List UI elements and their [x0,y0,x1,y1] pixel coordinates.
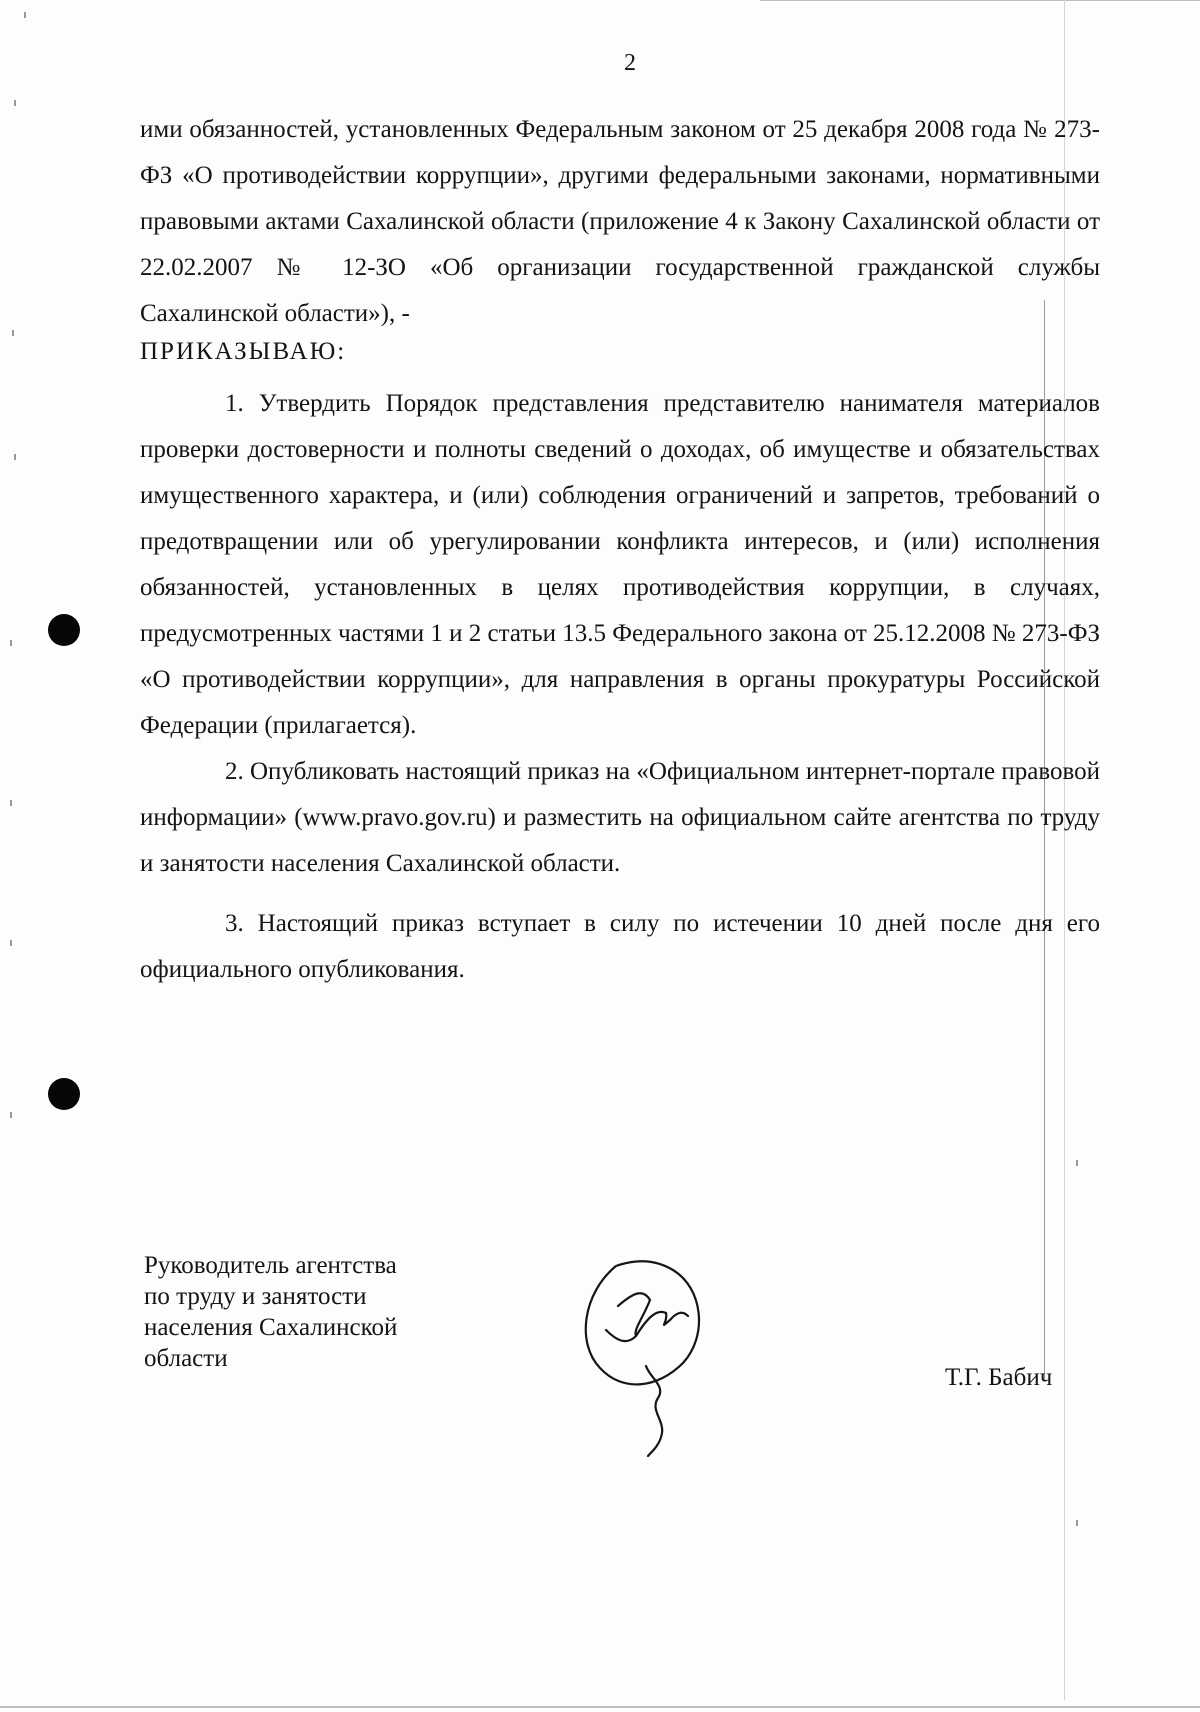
signer-position [144,1250,464,1374]
scan-speck [10,640,12,646]
scan-speck [12,330,14,336]
scan-speck [14,100,16,106]
signer-position-line: Руководитель агентства [144,1252,397,1279]
scan-speck [10,940,12,946]
punch-hole-bottom [48,1078,80,1110]
signer-position-line: населения Сахалинской [144,1314,398,1341]
scan-speck [10,1112,12,1118]
scan-speck [10,800,12,806]
order-item-1: 1. Утвердить Порядок представления представителю нанимателя материалов проверки достоверности и полноты сведений о доходах, об имуществе и обязательствах имущественного характера, и (или) соблюдения ограничений и запретов, требований о предотвращении или об урегулировании конфликта интересов, и (или) исполнения обязанностей, установленных в целях противодействия коррупции, в случаях, предусмотренных частями 1 и 2 статьи 13.5 Федерального закона от 25.12.2008 № 273-ФЗ «О противодействии коррупции», для направления в органы прокуратуры Российской Федерации (прилагается). [140,390,1100,739]
scan-speck [1076,1520,1078,1526]
order-item-3: 3. Настоящий приказ вступает в силу по истечении 10 дней после дня его официального опубликования. [140,910,1100,983]
decree-heading: ПРИКАЗЫВАЮ: [140,338,347,365]
document-body [140,107,1100,993]
scan-speck [24,12,26,18]
scan-speck [14,454,16,460]
scan-speck [1076,1160,1078,1166]
punch-hole-top [48,614,80,646]
scan-edge-top [760,0,1200,1]
signer-name: Т.Г. Бабич [945,1364,1053,1391]
scan-edge-bottom [0,1706,1200,1708]
signer-position-line: области [144,1345,228,1372]
handwritten-signature [578,1258,728,1458]
order-item-2: 2. Опубликовать настоящий приказ на «Официальном интернет-портале правовой информации» (www.pravo.gov.ru) и разместить на официальном сайте агентства по труду и занятости населения Сахалинской области. [140,758,1100,877]
page-number: 2 [624,50,636,76]
intro-paragraph: ими обязанностей, установленных Федеральным законом от 25 декабря 2008 года № 273-ФЗ «О противодействии коррупции», другими федеральными законами, нормативными правовыми актами Сахалинской области (приложение 4 к Закону Сахалинской области от 22.02.2007 № 12-ЗО «Об организации государственной гражданской службы Сахалинской области»), - [140,116,1100,327]
signer-position-line: по труду и занятости [144,1283,367,1310]
